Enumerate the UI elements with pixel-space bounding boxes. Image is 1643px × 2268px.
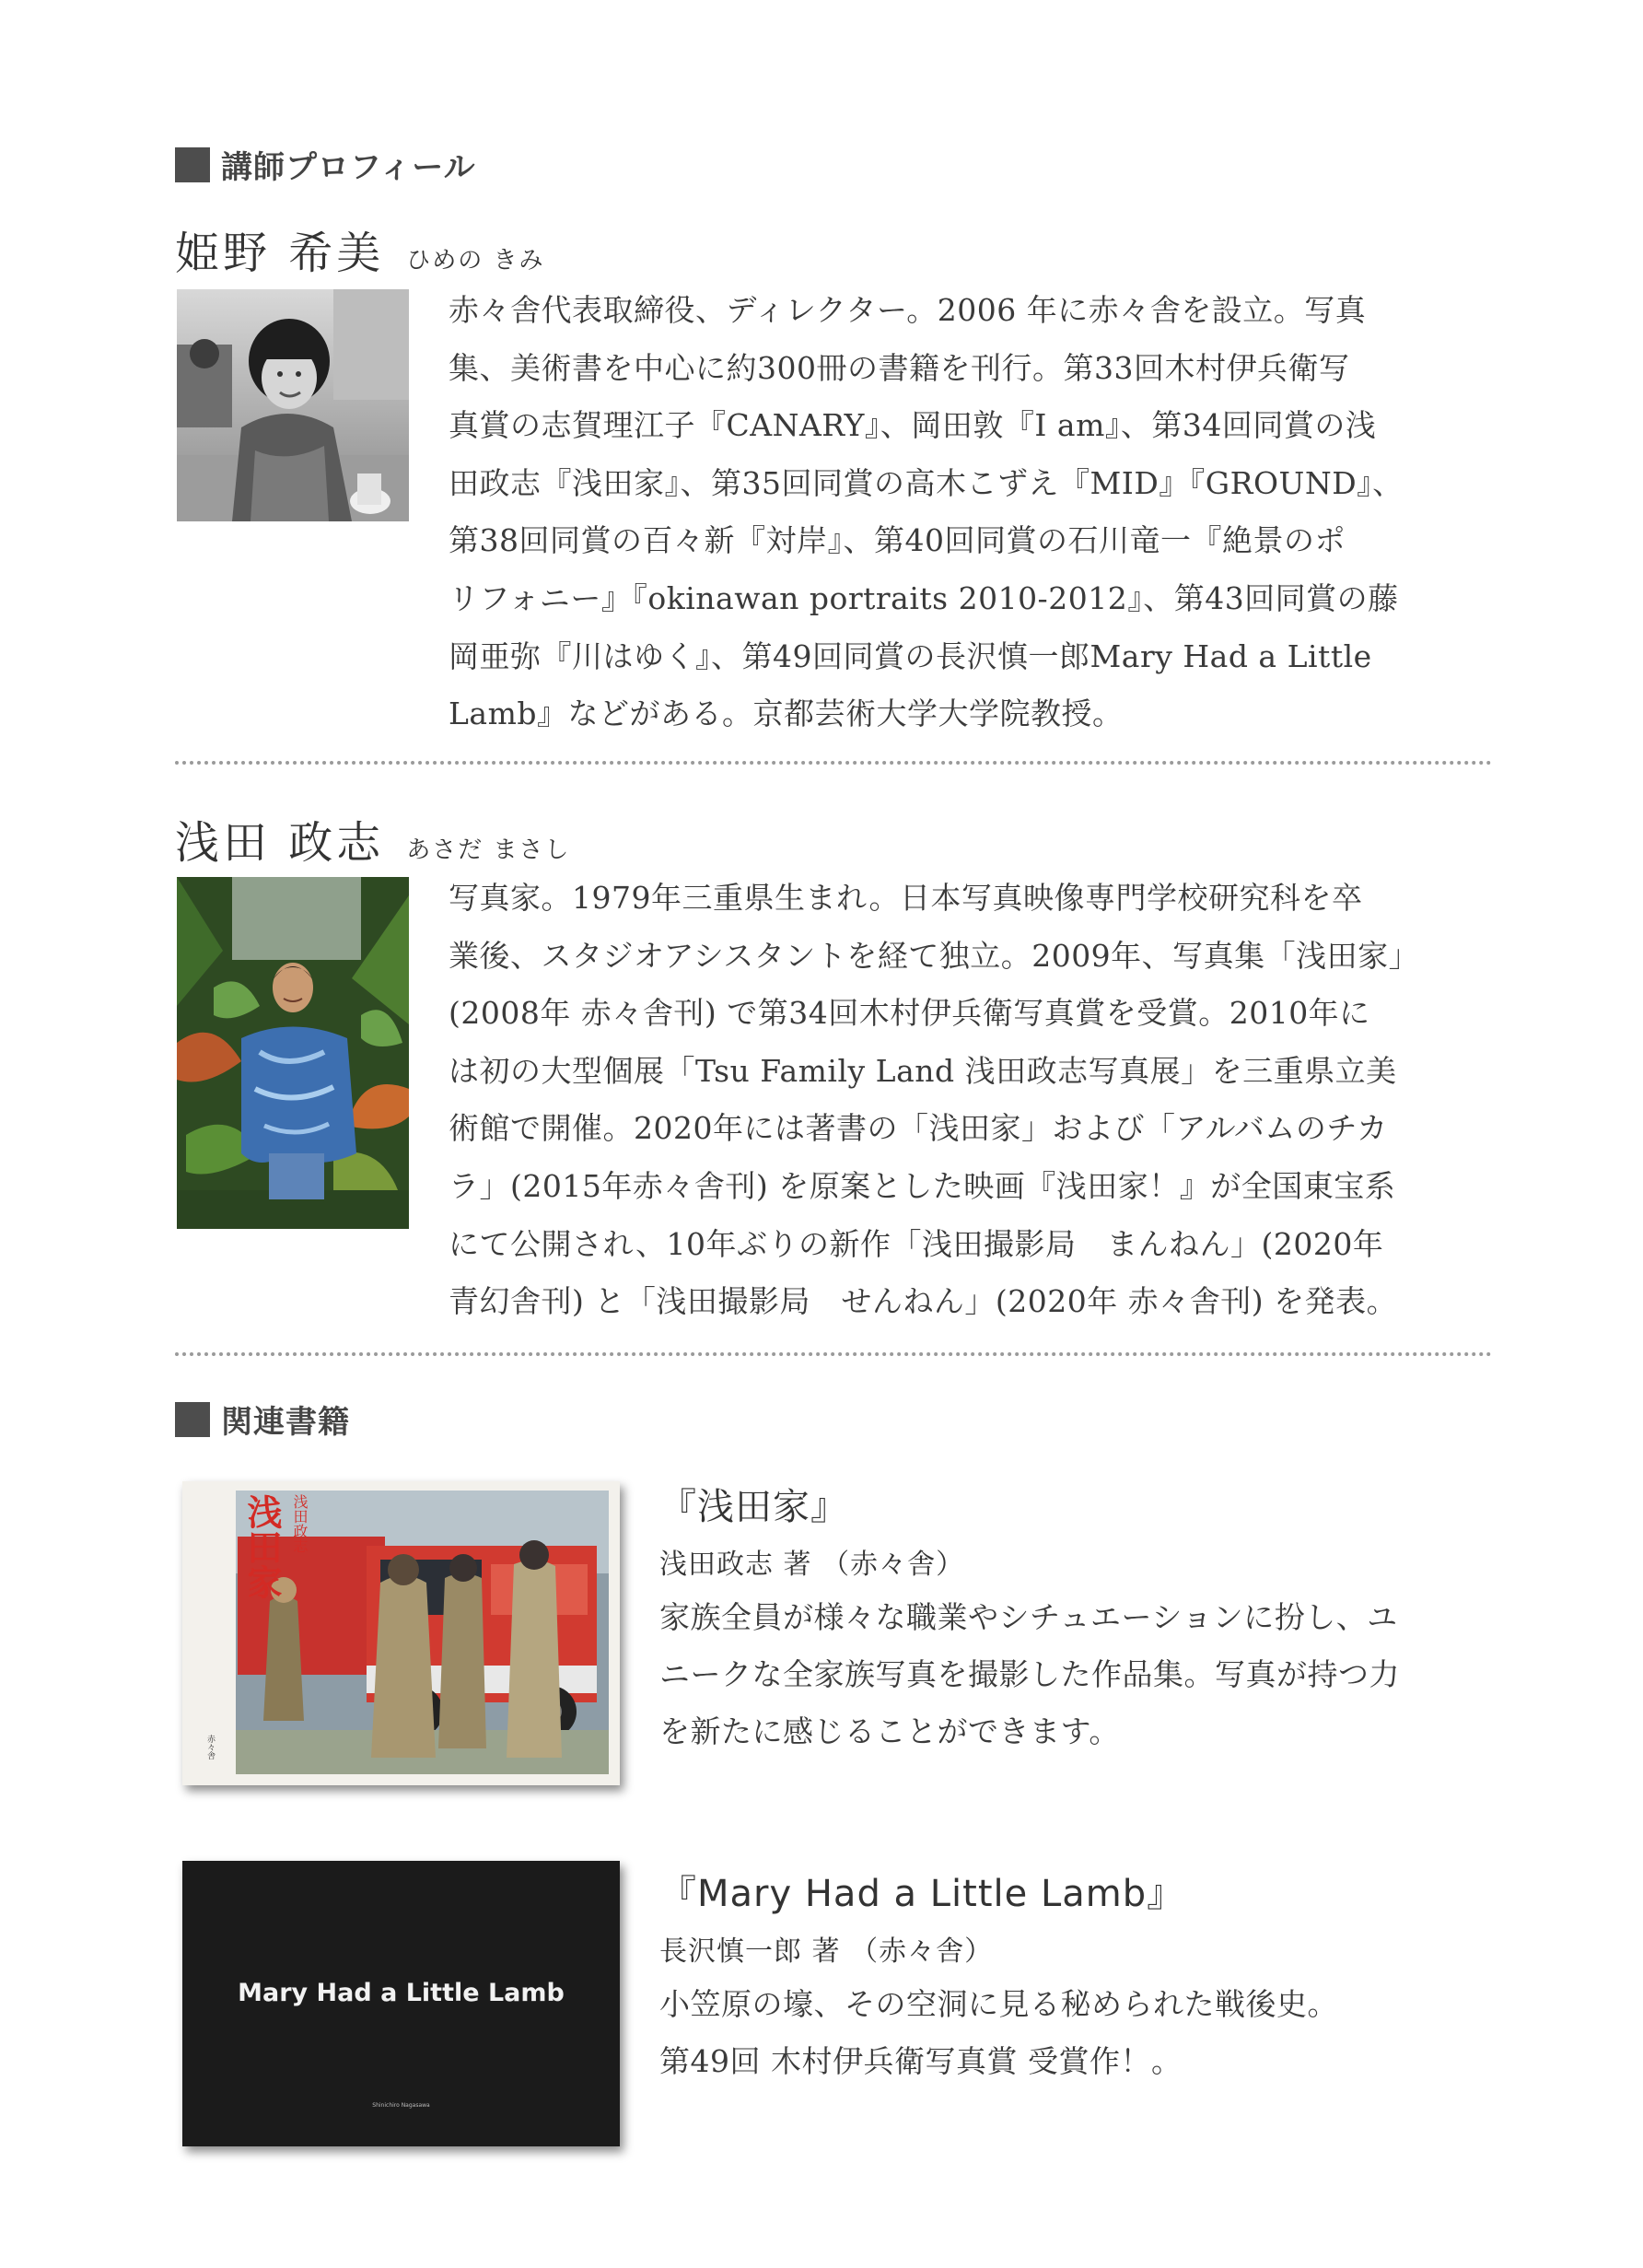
bio-line: 真賞の志賀理江子『CANARY』、岡田敦『I am』、第34回同賞の浅 [449,407,1377,444]
books-section-heading [175,1397,350,1442]
cover-author-small: Shinichiro Nagasawa [372,2102,430,2109]
heading-square-icon [175,147,210,182]
bio-line: 業後、スタジオアシスタントを経て独立。2009年、写真集「浅田家」 [449,937,1420,974]
bio-line: にて公開され、10年ぶりの新作「浅田撮影局 まんねん」(2020年 [449,1225,1384,1262]
bio-line: 第38回同賞の百々新『対岸』、第40回同賞の石川竜一『絶景のポ [449,522,1346,559]
book-cover-asadake [182,1481,620,1785]
book-author: 長沢慎一郎 著 （赤々舎） [659,1935,994,1968]
bio-line: 術館で開催。2020年には著書の「浅田家」および「アルバムのチカ [449,1110,1388,1147]
bio-line: ラ」(2015年赤々舎刊) を原案とした映画『浅田家！』が全国東宝系 [449,1167,1396,1204]
cover-title-text: 浅田家 [241,1494,282,1599]
bio-line: 集、美術書を中心に約300冊の書籍を刊行。第33回木村伊兵衛写 [449,349,1350,386]
instructor-bio [449,870,1489,1331]
profile-section-heading [175,142,476,187]
section-heading-text: 関連書籍 [221,1404,350,1441]
desc-line: 小笠原の壕、その空洞に見る秘められた戦後史。 [659,1986,1338,2022]
bio-line: は初の大型個展「Tsu Family Land 浅田政志写真展」を三重県立美 [449,1052,1397,1089]
cover-title: Mary Had a Little Lamb [238,1979,565,2007]
desc-line: 第49回 木村伊兵衛写真賞 受賞作！。 [659,2043,1183,2079]
instructor-photo-himeno [177,289,409,521]
heading-square-icon [175,1402,210,1437]
book-description [659,1976,1488,2090]
book-cover-mary-had-a-little-lamb [182,1861,620,2146]
bio-line: 赤々舎代表取締役、ディレクター。2006 年に赤々舎を設立。写真 [449,292,1367,328]
book-info-mary-had-a-little-lamb [659,1865,1488,2090]
instructor-kana: あさだ まさし [406,836,571,864]
book-author: 浅田政志 著 （赤々舎） [659,1549,965,1581]
section-heading-text: 講師プロフィール [221,149,476,186]
instructor-name-line [175,807,571,871]
bio-line: 青幻舎刊) と「浅田撮影局 せんねん」(2020年 赤々舎刊) を発表。 [449,1283,1398,1320]
bio-line: 岡亜弥『川はゆく』、第49回同賞の長沢慎一郎Mary Had a Little [449,637,1372,674]
section-divider [175,761,1492,765]
book-info-asadake [659,1478,1488,1760]
cover-publisher: 赤々舎 [205,1735,215,1759]
section-divider [175,1352,1492,1356]
cover-author-vertical: 浅田政志 [291,1494,309,1553]
instructor-name: 浅田 政志 [175,817,385,869]
desc-line: 家族全員が様々な職業やシチュエーションに扮し、ユ [659,1599,1398,1635]
bio-line: (2008年 赤々舎刊) で第34回木村伊兵衛写真賞を受賞。2010年に [449,995,1370,1032]
book-title: 『浅田家』 [659,1486,848,1528]
instructor-bio [449,282,1489,743]
book-description [659,1589,1488,1760]
desc-line: を新たに感じることができます。 [659,1713,1120,1749]
instructor-photo-asada [177,877,409,1229]
desc-line: ニークな全家族写真を撮影した作品集。写真が持つ力 [659,1656,1400,1692]
bio-line: 写真家。1979年三重県生まれ。日本写真映像専門学校研究科を卒 [449,880,1363,916]
book-title: 『Mary Had a Little Lamb』 [659,1873,1185,1915]
cover-big-title [241,1494,282,1607]
bio-line: 田政志『浅田家』、第35回同賞の高木こずえ『MID』『GROUND』、 [449,464,1404,501]
instructor-kana: ひめの きみ [406,247,545,275]
bio-line: Lamb』などがある。京都芸術大学大学院教授。 [449,696,1124,732]
instructor-name: 姫野 希美 [175,228,385,279]
bio-line: リフォニー』『okinawan portraits 2010-2012』、第43回同賞の藤 [449,579,1399,616]
instructor-name-line [175,217,545,281]
